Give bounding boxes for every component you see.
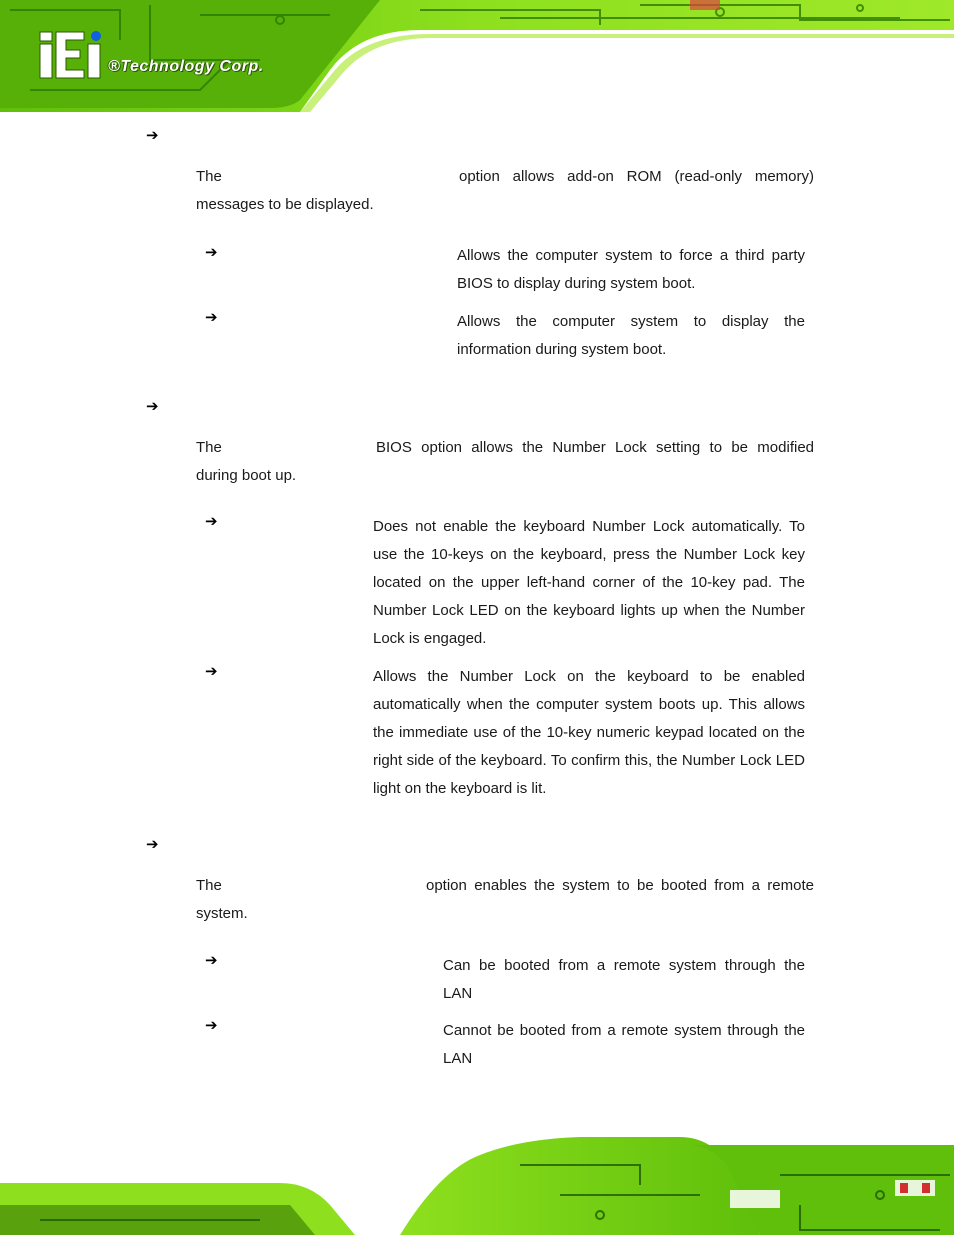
page-header: [0, 0, 954, 112]
option-arrow-icon: ➔: [205, 1016, 218, 1034]
option-arrow-icon: ➔: [205, 512, 218, 530]
section-2-intro: [196, 434, 814, 490]
brand-name: ®Technology Corp.: [108, 58, 264, 75]
option-arrow-icon: ➔: [205, 308, 218, 326]
option-arrow-icon: ➔: [205, 662, 218, 680]
section-3-intro-line2: system.: [196, 905, 248, 922]
section-2-option-2: Allows the Number Lock on the keyboard to be enabled automatically when the computer system boots up. This allows the immediate use of the 10-key numeric keypad located on the right side of the keyboard. To confirm this, the Number Lock LED light on the keyboard is lit.: [373, 668, 805, 797]
section-3-option-2: [443, 1017, 805, 1073]
section-2-intro-line2: during boot up.: [196, 467, 297, 484]
footer-circuit-banner: [0, 1125, 954, 1235]
option-description-line: information during system boot.: [457, 341, 667, 358]
section-2-option-1: Does not enable the keyboard Number Lock automatically. To use the 10-keys on the keyboard, press the Number Lock key located on the upper left-hand corner of the 10-key pad. The Number Lock LED on the keyboard lights up when the Number Lock is engaged.: [373, 518, 805, 647]
section-arrow-icon: ➔: [146, 835, 159, 853]
option-description-line: Cannot be booted from a remote system through the: [443, 1022, 805, 1039]
section-2-intro-rest: BIOS option allows the Number Lock setting to be modified: [376, 439, 814, 456]
section-1-option-2: [457, 308, 805, 364]
page-footer: [0, 1125, 954, 1235]
section-3-intro-rest: option enables the system to be booted from a remote: [426, 877, 814, 894]
section-1-intro: [196, 163, 814, 219]
section-3-option-1: [443, 952, 805, 1008]
section-3-intro-start: The: [196, 877, 222, 894]
section-1-intro-start: The: [196, 168, 222, 185]
option-description-line: LAN: [443, 985, 473, 1002]
section-1-intro-line2: messages to be displayed.: [196, 196, 374, 213]
header-circuit-banner: [0, 0, 954, 112]
option-description-line: Can be booted from a remote system through the: [443, 957, 805, 974]
option-description-line: Allows the computer system to display the: [457, 313, 805, 330]
section-arrow-icon: ➔: [146, 126, 159, 144]
section-3-intro: [196, 872, 814, 928]
section-1-intro-rest: option allows add-on ROM (read-only memory): [459, 168, 814, 185]
option-arrow-icon: ➔: [205, 243, 218, 261]
iei-logo-icon: [38, 30, 108, 85]
section-2-intro-start: The: [196, 439, 222, 456]
option-description-line: LAN: [443, 1050, 473, 1067]
option-description-line: BIOS to display during system boot.: [457, 275, 696, 292]
option-description-line: Allows the computer system to force a third party: [457, 247, 805, 264]
section-arrow-icon: ➔: [146, 397, 159, 415]
option-arrow-icon: ➔: [205, 951, 218, 969]
section-1-option-1: [457, 242, 805, 298]
